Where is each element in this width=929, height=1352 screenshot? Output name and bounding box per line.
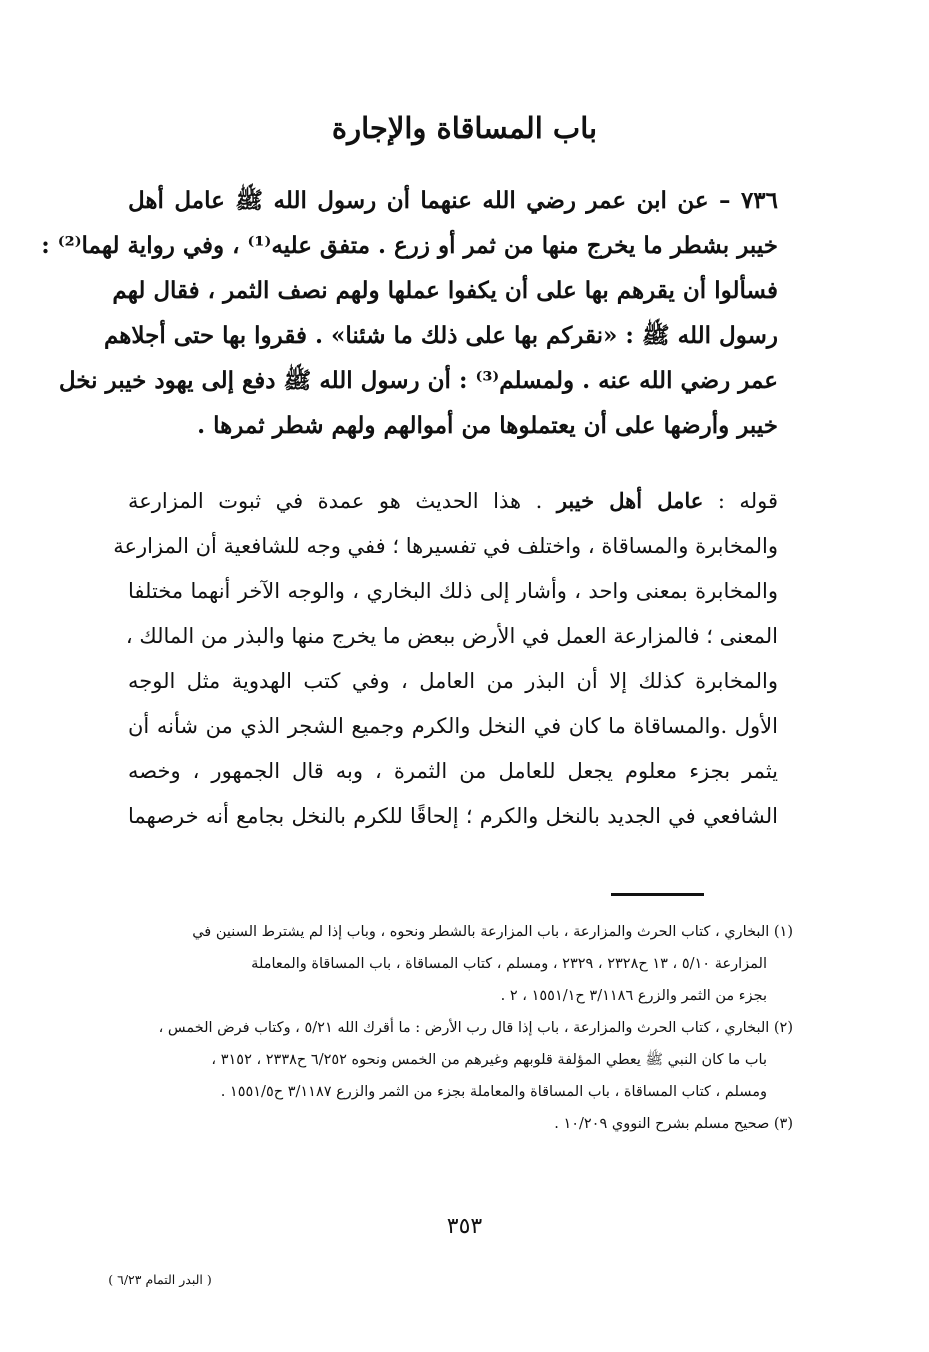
hadith-line: عمر رضي الله عنه . ولمسلم⁽³⁾ : أن رسول الله ﷺ دفع إلى يهود خيبر نخل bbox=[58, 367, 778, 394]
footnotes bbox=[128, 916, 793, 1140]
source-tag: ( البدر التمام ٦/٢٣ ) bbox=[108, 1272, 212, 1287]
footnote-line: المزارعة ٥/١٠ ، ١٣ ح٢٣٢٨ ، ٢٣٢٩ ، ومسلم ، كتاب المساقاة ، باب المساقاة والمعاملة bbox=[251, 956, 767, 972]
hadith-line: خيبر بشطر ما يخرج منها من ثمر أو زرع . متفق عليه⁽¹⁾ ، وفي رواية لهما⁽²⁾ : bbox=[41, 232, 778, 259]
footnote-line: بجزء من الثمر والزرع ٣/١١٨٦ ح١٥٥١/١ ، ٢ . bbox=[500, 988, 767, 1004]
hadith-text bbox=[41, 178, 778, 448]
footnote-separator bbox=[611, 893, 704, 896]
commentary-line: الأول .والمساقاة ما كان في النخل والكرم وجميع الشجر الذي من شأنه أن bbox=[128, 714, 778, 738]
footnote-3 bbox=[128, 1108, 793, 1140]
commentary-lead: قوله : bbox=[717, 489, 778, 513]
commentary-keyword: عامل أهل خيبر bbox=[556, 488, 704, 513]
footnote-2 bbox=[128, 1012, 793, 1108]
footnote-line: (١) البخاري ، كتاب الحرث والمزارعة ، باب المزارعة بالشطر ونحوه ، وباب إذا لم يشترط السنين في bbox=[192, 924, 793, 940]
footnote-line: (٣) صحيح مسلم بشرح النووي ١٠/٢٠٩ . bbox=[554, 1116, 793, 1132]
footnote-line: (٢) البخاري ، كتاب الحرث والمزارعة ، باب إذا قال رب الأرض : ما أقرك الله ٥/٢١ ، وكتاب فرض الخمس ، bbox=[158, 1020, 793, 1036]
commentary-line: يثمر بجزء معلوم يجعل للعامل من الثمرة ، وبه قال الجمهور ، وخصه bbox=[128, 759, 778, 783]
footnote-1 bbox=[128, 916, 793, 1012]
hadith-line: ٧٣٦ – عن ابن عمر رضي الله عنهما أن رسول الله ﷺ عامل أهل bbox=[128, 187, 778, 214]
page-number: ٣٥٣ bbox=[446, 1214, 483, 1239]
commentary-first-line-rest: . هذا الحديث هو عمدة في ثبوت المزارعة bbox=[128, 489, 543, 513]
commentary-line: الشافعي في الجديد بالنخل والكرم ؛ إلحاقًا للكرم بالنخل بجامع أنه خرصهما bbox=[128, 804, 778, 828]
commentary-line: والمخابرة كذلك إلا أن البذر من العامل ، وفي كتب الهدوية مثل الوجه bbox=[128, 669, 778, 693]
hadith-line: خيبر وأرضها على أن يعتملوها من أموالهم ولهم شطر ثمرها . bbox=[197, 412, 778, 439]
commentary-line: والمخابرة والمساقاة ، واختلف في تفسيرها ؛ ففي وجه للشافعية أن المزارعة bbox=[113, 534, 778, 558]
commentary-line: المعنى ؛ فالمزارعة العمل في الأرض ببعض ما يخرج منها والبذر من المالك ، bbox=[125, 624, 778, 648]
hadith-line: رسول الله ﷺ : «نقركم بها على ذلك ما شئنا» . فقروا بها حتى أجلاهم bbox=[104, 322, 778, 349]
chapter-title: باب المساقاة والإجارة bbox=[331, 111, 598, 145]
commentary-text bbox=[113, 478, 778, 839]
commentary-first-line bbox=[128, 478, 778, 524]
footnote-line: باب ما كان النبي ﷺ يعطي المؤلفة قلوبهم وغيرهم من الخمس ونحوه ٦/٢٥٢ ح٢٣٣٨ ، ٣١٥٢ ، bbox=[211, 1052, 767, 1068]
footnote-line: ومسلم ، كتاب المساقاة ، باب المساقاة والمعاملة بجزء من الثمر والزرع ٣/١١٨٧ ح١٥٥١/٥ . bbox=[220, 1084, 767, 1100]
commentary-line: والمخابرة بمعنى واحد ، وأشار إلى ذلك البخاري ، والوجه الآخر أنهما مختلفا bbox=[128, 579, 778, 603]
hadith-line: فسألوا أن يقرهم بها على أن يكفوا عملها ولهم نصف الثمر ، فقال لهم bbox=[112, 277, 778, 304]
